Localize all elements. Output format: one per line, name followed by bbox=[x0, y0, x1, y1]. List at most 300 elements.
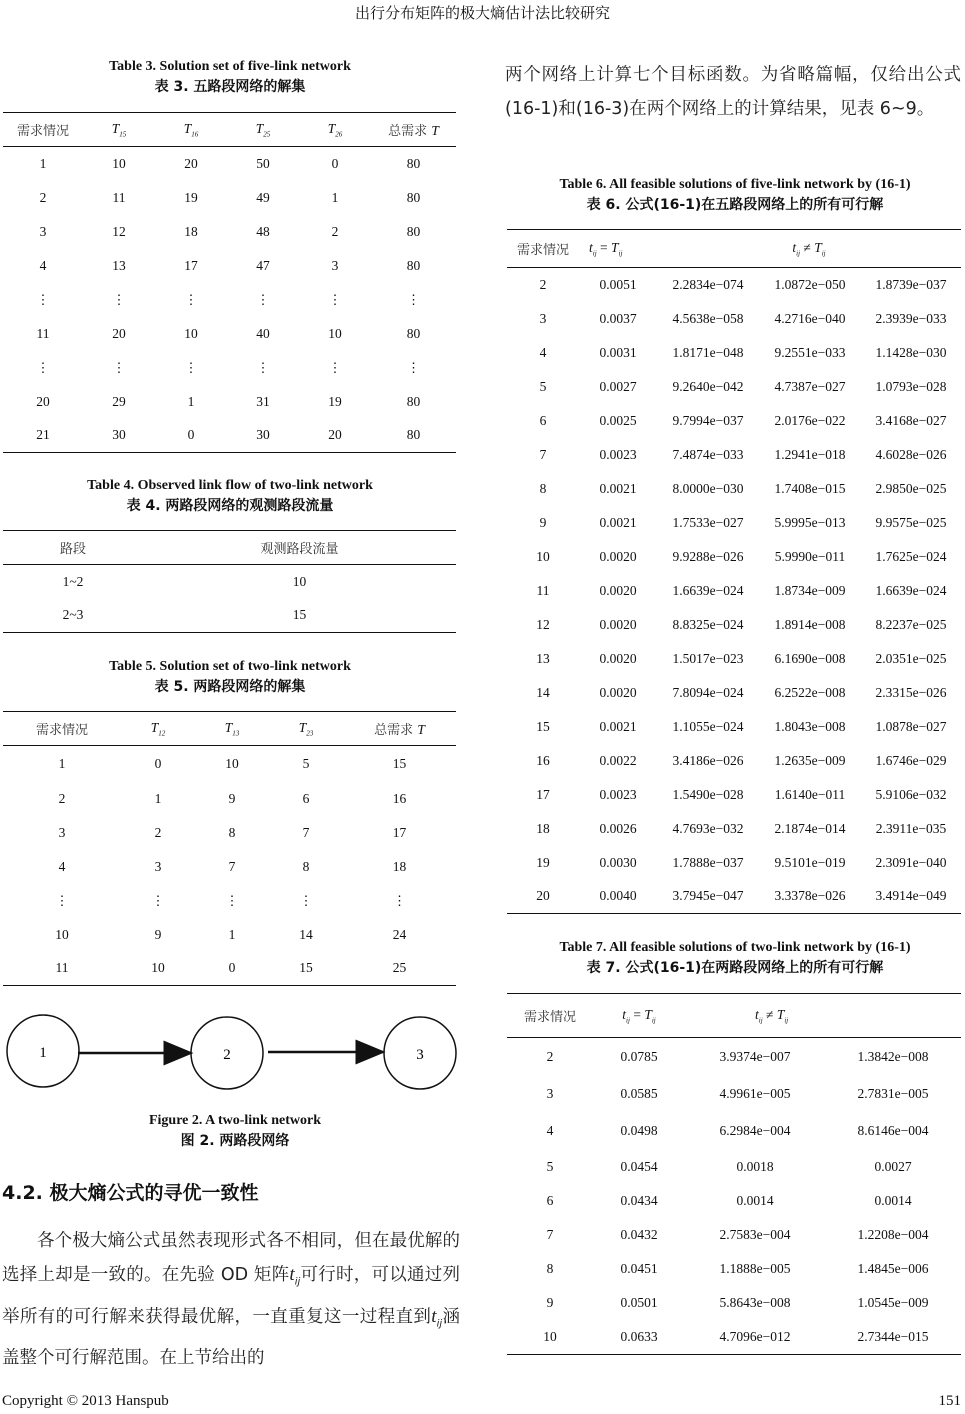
table7-header-neq: $t_{ij} \ne T_{ij}$ bbox=[755, 1006, 789, 1025]
table6-cell: 0.0020 bbox=[599, 684, 637, 700]
table7-cell: 1.0545e−009 bbox=[857, 1295, 929, 1310]
table6-cell: 0.0027 bbox=[599, 378, 637, 394]
table5-row bbox=[3, 850, 456, 884]
table6-cell: 16 bbox=[536, 752, 550, 768]
table5-cell: 6 bbox=[302, 790, 310, 806]
table4-header-flow: 观测路段流量 bbox=[260, 542, 339, 557]
table3-row bbox=[3, 147, 456, 181]
table6-cell: 14 bbox=[536, 684, 550, 700]
table4-cell: 1~2 bbox=[62, 573, 84, 589]
table5-header-demand: 需求情况 bbox=[35, 723, 88, 738]
table7-cell: 5.8643e−008 bbox=[719, 1295, 791, 1310]
table5-cell: 18 bbox=[392, 858, 407, 874]
table6-cell: 3.7945e−047 bbox=[672, 888, 744, 904]
table6-cell: 7.8094e−024 bbox=[672, 684, 744, 700]
table6-cell: 1.2941e−018 bbox=[774, 446, 846, 462]
table6-cell: 5.9995e−013 bbox=[774, 514, 846, 530]
table6-caption-en: Table 6. All feasible solutions of five-link network by (16-1) bbox=[559, 177, 911, 192]
table5-header-t23: $T_{23}$ bbox=[298, 719, 314, 738]
table6-row bbox=[507, 880, 961, 914]
table6-cell: 11 bbox=[536, 582, 550, 598]
table3-cell: 3 bbox=[331, 257, 339, 273]
table3-cell: 19 bbox=[328, 393, 342, 409]
table3-cell: 1 bbox=[331, 189, 339, 205]
table5-cell: 24 bbox=[392, 926, 407, 942]
table7-cell: 2.7831e−005 bbox=[857, 1085, 929, 1101]
table6-cell: 9.2640e−042 bbox=[672, 378, 744, 394]
table6-cell: 8 bbox=[539, 480, 547, 496]
table7-cell: 0.0501 bbox=[620, 1295, 658, 1310]
table7-row bbox=[507, 1252, 961, 1286]
table6-cell: 3.4168e−027 bbox=[875, 412, 947, 428]
table7-cell: 3.9374e−007 bbox=[719, 1048, 791, 1064]
table7-cell: 0.0785 bbox=[620, 1048, 658, 1064]
table5-cell: 1 bbox=[58, 755, 66, 771]
table6-row bbox=[507, 642, 961, 676]
table6-cell: 1.6140e−011 bbox=[774, 786, 846, 802]
table6-cell: 2.3939e−033 bbox=[875, 310, 947, 326]
table4-cell: 15 bbox=[292, 607, 307, 623]
table6-row bbox=[507, 540, 961, 574]
table6-cell: 5.9106e−032 bbox=[875, 786, 947, 802]
section-paragraph: 各个极大熵公式虽然表现形式各不相同，但在最优解的选择上却是一致的。在先验 OD 矩阵$t_{ij}$可行时，可以通过列举所有的可行解来获得最优解，一直重复这一过程直到$t_{ij}$涵盖整个可行解范围。在上节给出的 bbox=[2, 1231, 461, 1368]
table6-cell: 9.7994e−037 bbox=[672, 412, 744, 428]
table3-cell: 20 bbox=[36, 393, 50, 409]
table3-cell: ⋮ bbox=[256, 359, 270, 375]
table6-row bbox=[507, 812, 961, 846]
table4 bbox=[3, 530, 456, 633]
table7-cell: 0.0014 bbox=[736, 1193, 774, 1208]
table6-cell: 9.9575e−025 bbox=[875, 514, 947, 530]
table3-cell: ⋮ bbox=[36, 359, 50, 375]
table6-cell: 1.7888e−037 bbox=[672, 854, 744, 870]
table6 bbox=[507, 229, 961, 914]
table7-row bbox=[507, 1113, 961, 1151]
figure2-caption bbox=[0, 1111, 470, 1151]
table3-cell: 2 bbox=[39, 189, 47, 205]
table3-cell: ⋮ bbox=[36, 291, 50, 307]
table3-row bbox=[3, 317, 456, 351]
table6-row bbox=[507, 268, 961, 302]
table3-row bbox=[3, 351, 456, 385]
table4-header-link: 路段 bbox=[59, 542, 86, 557]
table7-cell: 4.7096e−012 bbox=[719, 1328, 791, 1344]
table7-cell: 8 bbox=[546, 1261, 554, 1276]
table6-cell: 1.7533e−027 bbox=[672, 514, 744, 530]
table7-row bbox=[507, 1320, 961, 1354]
table3-cell: 80 bbox=[406, 155, 421, 171]
table3 bbox=[3, 112, 456, 453]
table5-row bbox=[3, 918, 456, 952]
table7-cell: 0.0498 bbox=[620, 1123, 658, 1139]
table5-cell: ⋮ bbox=[299, 892, 313, 908]
table3-header-t25: $T_{25}$ bbox=[255, 120, 271, 139]
table6-cell: 2.3315e−026 bbox=[875, 684, 947, 700]
table6-cell: 1.8171e−048 bbox=[672, 344, 744, 360]
table5-row bbox=[3, 746, 456, 782]
table3-cell: ⋮ bbox=[328, 359, 342, 375]
table7-cell: 0.0454 bbox=[620, 1159, 658, 1174]
table6-header-eq: $t_{ij} = T_{ij}$ bbox=[589, 239, 623, 258]
page-number: 151 bbox=[938, 1393, 961, 1409]
table6-row bbox=[507, 302, 961, 336]
table7-cell: 0.0633 bbox=[620, 1328, 658, 1344]
table3-cell: ⋮ bbox=[328, 291, 342, 307]
table7-cell: 0.0018 bbox=[736, 1159, 774, 1174]
table6-cell: 0.0022 bbox=[599, 752, 637, 768]
table3-cell: 0 bbox=[331, 155, 339, 171]
table5-cell: 11 bbox=[55, 960, 69, 976]
table6-cell: 1.2635e−009 bbox=[774, 752, 846, 768]
table3-cell: 2 bbox=[331, 223, 339, 239]
table6-cell: 2.2834e−074 bbox=[672, 276, 744, 292]
table3-caption bbox=[0, 57, 460, 97]
table6-cell: 0.0020 bbox=[599, 548, 637, 564]
table5 bbox=[3, 711, 456, 986]
table5-caption bbox=[0, 657, 460, 697]
node-3-label: 3 bbox=[416, 1047, 424, 1063]
table3-cell: 20 bbox=[328, 427, 342, 443]
table6-row bbox=[507, 608, 961, 642]
table6-cell: 1.7408e−015 bbox=[774, 480, 846, 496]
table5-cell: 2 bbox=[154, 824, 162, 840]
table5-cell: 15 bbox=[299, 960, 313, 976]
table7-cell: 2.7344e−015 bbox=[857, 1328, 929, 1344]
table6-cell: 3.3378e−026 bbox=[774, 888, 846, 904]
table6-cell: 6 bbox=[539, 412, 547, 428]
table3-cell: 19 bbox=[184, 189, 198, 205]
table5-header-t12: $T_{12}$ bbox=[150, 719, 166, 738]
table6-row bbox=[507, 710, 961, 744]
table7-row bbox=[507, 1150, 961, 1184]
table5-cell: 10 bbox=[55, 926, 69, 942]
table7-row bbox=[507, 1038, 961, 1076]
table5-row bbox=[3, 782, 456, 816]
table6-row bbox=[507, 574, 961, 608]
table3-cell: ⋮ bbox=[184, 291, 198, 307]
table6-cell: 8.2237e−025 bbox=[875, 616, 947, 632]
table4-caption-en: Table 4. Observed link flow of two-link network bbox=[87, 478, 373, 493]
table6-row bbox=[507, 472, 961, 506]
table6-cell: 1.0872e−050 bbox=[774, 276, 846, 292]
table6-cell: 1.0878e−027 bbox=[875, 718, 947, 734]
table7-cell: 8.6146e−004 bbox=[857, 1123, 929, 1139]
table6-cell: 5.9990e−011 bbox=[774, 548, 846, 564]
table6-cell: 1.7625e−024 bbox=[875, 548, 947, 564]
table3-cell: 0 bbox=[187, 427, 195, 443]
table7-cell: 6 bbox=[546, 1193, 554, 1208]
table3-cell: 49 bbox=[256, 189, 270, 205]
table6-cell: 12 bbox=[536, 616, 550, 632]
table5-cell: 1 bbox=[154, 790, 162, 806]
table3-row bbox=[3, 181, 456, 215]
table6-row bbox=[507, 370, 961, 404]
table5-cell: 7 bbox=[302, 824, 310, 840]
table6-cell: 5 bbox=[539, 378, 547, 394]
table7-cell: 9 bbox=[546, 1295, 554, 1310]
table6-cell: 3.4186e−026 bbox=[672, 752, 744, 768]
table4-caption bbox=[0, 476, 460, 516]
table6-cell: 13 bbox=[536, 650, 550, 666]
table7-cell: 0.0014 bbox=[874, 1193, 912, 1208]
table7-header-demand: 需求情况 bbox=[523, 1010, 576, 1025]
table6-cell: 1.8914e−008 bbox=[774, 616, 846, 632]
table6-cell: 1.6639e−024 bbox=[875, 582, 947, 598]
figure2-caption-en: Figure 2. A two-link network bbox=[148, 1113, 322, 1128]
table5-cell: 2 bbox=[58, 790, 66, 806]
table5-cell: 25 bbox=[392, 960, 407, 976]
right-paragraph: 两个网络上计算七个目标函数。为省略篇幅，仅给出公式(16-1)和(16-3)在两个网络上的计算结果，见表 6~9。 bbox=[505, 65, 961, 119]
table7-cell: 3 bbox=[546, 1085, 554, 1101]
table5-cell: 5 bbox=[302, 755, 310, 771]
table3-cell: ⋮ bbox=[112, 359, 126, 375]
table3-header-demand: 需求情况 bbox=[16, 124, 69, 139]
table3-cell: ⋮ bbox=[256, 291, 270, 307]
table5-cell: ⋮ bbox=[225, 892, 239, 908]
table6-cell: 0.0051 bbox=[599, 276, 637, 292]
table5-cell: ⋮ bbox=[55, 892, 69, 908]
table7-cell: 4.9961e−005 bbox=[719, 1085, 791, 1101]
table3-header-total: 总需求 T bbox=[388, 123, 439, 139]
table7-cell: 1.2208e−004 bbox=[857, 1227, 929, 1242]
table6-cell: 2.3911e−035 bbox=[875, 820, 947, 836]
table6-cell: 6.1690e−008 bbox=[774, 650, 846, 666]
table3-cell: 80 bbox=[406, 189, 421, 205]
table3-cell: 10 bbox=[112, 155, 126, 171]
table7-cell: 6.2984e−004 bbox=[719, 1123, 791, 1139]
table7-row bbox=[507, 1075, 961, 1113]
node-1-label: 1 bbox=[39, 1045, 47, 1061]
table6-cell: 8.8325e−024 bbox=[672, 616, 744, 632]
table3-cell: ⋮ bbox=[406, 291, 421, 307]
table5-header-total: 总需求 T bbox=[374, 722, 425, 738]
table6-cell: 1.8739e−037 bbox=[875, 276, 947, 292]
table3-cell: 80 bbox=[406, 257, 421, 273]
table6-cell: 0.0031 bbox=[599, 344, 637, 360]
table3-cell: 21 bbox=[36, 427, 50, 443]
table7-cell: 1.3842e−008 bbox=[857, 1048, 929, 1064]
table3-cell: 3 bbox=[39, 223, 47, 239]
table6-cell: 0.0023 bbox=[599, 446, 637, 462]
table7-cell: 0.0585 bbox=[620, 1085, 658, 1101]
table6-cell: 0.0037 bbox=[599, 310, 637, 326]
table6-cell: 17 bbox=[536, 786, 550, 802]
table5-row bbox=[3, 884, 456, 918]
table3-cell: 80 bbox=[406, 223, 421, 239]
table3-row bbox=[3, 215, 456, 249]
table7-cell: 4 bbox=[546, 1123, 554, 1139]
table7-cell: 0.0434 bbox=[620, 1193, 658, 1208]
table7-row bbox=[507, 1184, 961, 1218]
table5-cell: 3 bbox=[58, 824, 66, 840]
table3-cell: 10 bbox=[328, 325, 342, 341]
table3-cell: 31 bbox=[256, 393, 270, 409]
table6-row bbox=[507, 506, 961, 540]
table3-cell: 12 bbox=[112, 223, 126, 239]
table5-cell: 15 bbox=[392, 755, 407, 771]
table6-cell: 7.4874e−033 bbox=[672, 446, 744, 462]
table4-cell: 2~3 bbox=[62, 607, 84, 623]
table3-cell: 11 bbox=[36, 325, 50, 341]
table3-caption-en: Table 3. Solution set of five-link network bbox=[109, 59, 351, 74]
table5-cell: 0 bbox=[154, 755, 162, 771]
table7-cell: 1.1888e−005 bbox=[719, 1261, 791, 1276]
table6-cell: 1.8043e−008 bbox=[774, 718, 846, 734]
table6-header-demand: 需求情况 bbox=[516, 243, 569, 258]
table3-cell: 80 bbox=[406, 427, 421, 443]
table3-cell: 20 bbox=[184, 155, 198, 171]
table5-cell: 8 bbox=[228, 824, 236, 840]
table6-cell: 0.0030 bbox=[599, 854, 637, 870]
table3-cell: 80 bbox=[406, 325, 421, 341]
table6-row bbox=[507, 438, 961, 472]
table6-cell: 4.7693e−032 bbox=[672, 820, 744, 836]
table5-cell: 8 bbox=[302, 858, 310, 874]
table5-cell: 10 bbox=[225, 755, 239, 771]
table6-cell: 9.9288e−026 bbox=[672, 548, 744, 564]
table6-cell: 1.6639e−024 bbox=[672, 582, 744, 598]
table3-cell: 17 bbox=[184, 257, 198, 273]
table5-caption-en: Table 5. Solution set of two-link network bbox=[109, 659, 351, 674]
table6-row bbox=[507, 676, 961, 710]
table6-cell: 0.0021 bbox=[599, 514, 637, 530]
table5-cell: 17 bbox=[392, 824, 407, 840]
table6-cell: 0.0026 bbox=[599, 820, 637, 836]
table6-caption-zh: 表 6. 公式(16-1)在五路段网络上的所有可行解 bbox=[586, 197, 884, 213]
table6-cell: 1.0793e−028 bbox=[875, 378, 947, 394]
table3-cell: 4 bbox=[39, 257, 47, 273]
table6-row bbox=[507, 404, 961, 438]
table7-cell: 7 bbox=[546, 1227, 554, 1242]
table6-cell: 4.6028e−026 bbox=[875, 446, 947, 462]
table6-cell: 2.9850e−025 bbox=[875, 480, 947, 496]
table3-cell: 30 bbox=[256, 427, 270, 443]
table6-cell: 8.0000e−030 bbox=[672, 480, 744, 496]
table7-header-eq: $t_{ij} = T_{ij}$ bbox=[622, 1006, 656, 1025]
table6-cell: 0.0020 bbox=[599, 616, 637, 632]
table7-caption-en: Table 7. All feasible solutions of two-link network by (16-1) bbox=[559, 940, 911, 955]
table6-cell: 4 bbox=[539, 344, 547, 360]
table6-row bbox=[507, 336, 961, 370]
table3-header-t26: $T_{26}$ bbox=[327, 120, 343, 139]
table7-cell: 2.7583e−004 bbox=[719, 1227, 791, 1242]
table6-cell: 10 bbox=[536, 548, 550, 564]
table7-cell: 5 bbox=[546, 1159, 554, 1174]
table6-cell: 19 bbox=[536, 854, 550, 870]
table6-cell: 0.0025 bbox=[599, 412, 637, 428]
table6-cell: 18 bbox=[536, 820, 550, 836]
running-head: 出行分布矩阵的极大熵估计法比较研究 bbox=[354, 6, 610, 22]
table3-cell: 18 bbox=[184, 223, 198, 239]
table7-row bbox=[507, 1286, 961, 1320]
table5-cell: 14 bbox=[299, 926, 313, 942]
table5-cell: 9 bbox=[228, 790, 236, 806]
table3-cell: 50 bbox=[256, 155, 270, 171]
table7-row bbox=[507, 1218, 961, 1252]
table4-row bbox=[3, 599, 456, 633]
table6-cell: 7 bbox=[539, 446, 547, 462]
table6-cell: 4.2716e−040 bbox=[774, 310, 846, 326]
table5-caption-zh: 表 5. 两路段网络的解集 bbox=[154, 679, 306, 695]
table5-row bbox=[3, 816, 456, 850]
table7-caption bbox=[505, 938, 965, 978]
table6-header-neq: $t_{ij} \ne T_{ij}$ bbox=[792, 239, 826, 258]
table7-cell: 2 bbox=[546, 1048, 554, 1064]
table5-cell: 4 bbox=[58, 858, 66, 874]
table5-cell: 0 bbox=[228, 960, 236, 976]
table6-cell: 0.0040 bbox=[599, 888, 637, 904]
table3-header-t16: $T_{16}$ bbox=[183, 120, 199, 139]
table6-cell: 0.0020 bbox=[599, 582, 637, 598]
table6-cell: 0.0021 bbox=[599, 480, 637, 496]
table3-cell: ⋮ bbox=[112, 291, 126, 307]
table3-cell: 48 bbox=[256, 223, 270, 239]
table6-cell: 6.2522e−008 bbox=[774, 684, 846, 700]
section-heading: 4.2. 极大熵公式的寻优一致性 bbox=[2, 1182, 259, 1204]
table6-cell: 4.5638e−058 bbox=[672, 310, 744, 326]
table7-cell: 0.0027 bbox=[874, 1159, 912, 1174]
table3-cell: 10 bbox=[184, 325, 198, 341]
table3-cell: 80 bbox=[406, 393, 421, 409]
figure2-diagram bbox=[0, 1010, 470, 1096]
table3-cell: 29 bbox=[112, 393, 126, 409]
table3-cell: 1 bbox=[187, 393, 195, 409]
table3-row bbox=[3, 419, 456, 453]
node-2-label: 2 bbox=[223, 1047, 231, 1063]
table3-cell: 1 bbox=[39, 155, 47, 171]
table7-cell: 1.4845e−006 bbox=[857, 1261, 929, 1276]
table6-cell: 0.0020 bbox=[599, 650, 637, 666]
table7-cell: 10 bbox=[543, 1328, 557, 1344]
table5-cell: 7 bbox=[228, 858, 236, 874]
table3-cell: 20 bbox=[112, 325, 126, 341]
table3-cell: 40 bbox=[256, 325, 270, 341]
table5-cell: ⋮ bbox=[151, 892, 165, 908]
table5-row bbox=[3, 952, 456, 986]
table3-row bbox=[3, 249, 456, 283]
table6-cell: 20 bbox=[536, 888, 550, 904]
table3-header-t15: $T_{15}$ bbox=[111, 120, 127, 139]
table7-cell: 0.0432 bbox=[620, 1227, 658, 1242]
table3-cell: 47 bbox=[256, 257, 270, 273]
table6-cell: 9.2551e−033 bbox=[774, 344, 846, 360]
table5-cell: 9 bbox=[154, 926, 162, 942]
table6-cell: 1.5017e−023 bbox=[672, 650, 744, 666]
table5-cell: 16 bbox=[392, 790, 407, 806]
table3-cell: ⋮ bbox=[184, 359, 198, 375]
table6-cell: 1.1428e−030 bbox=[875, 344, 947, 360]
table6-cell: 9.5101e−019 bbox=[774, 854, 846, 870]
table4-caption-zh: 表 4. 两路段网络的观测路段流量 bbox=[126, 498, 334, 514]
table6-cell: 2.0351e−025 bbox=[875, 650, 947, 666]
table5-cell: 1 bbox=[228, 926, 236, 942]
table6-cell: 3.4914e−049 bbox=[875, 888, 947, 904]
table6-cell: 0.0023 bbox=[599, 786, 637, 802]
table6-row bbox=[507, 846, 961, 880]
table3-cell: ⋮ bbox=[406, 359, 421, 375]
table5-header-t13: $T_{13}$ bbox=[224, 719, 240, 738]
table7-caption-zh: 表 7. 公式(16-1)在两路段网络上的所有可行解 bbox=[586, 960, 884, 976]
table6-cell: 4.7387e−027 bbox=[774, 378, 846, 394]
table4-row bbox=[3, 565, 456, 599]
table6-cell: 1.5490e−028 bbox=[672, 786, 744, 802]
table7-cell: 0.0451 bbox=[620, 1261, 658, 1276]
table3-cell: 13 bbox=[112, 257, 126, 273]
table5-cell: 3 bbox=[154, 858, 162, 874]
table3-caption-zh: 表 3. 五路段网络的解集 bbox=[154, 79, 306, 95]
table6-cell: 15 bbox=[536, 718, 550, 734]
copyright: Copyright © 2013 Hanspub bbox=[2, 1393, 169, 1409]
